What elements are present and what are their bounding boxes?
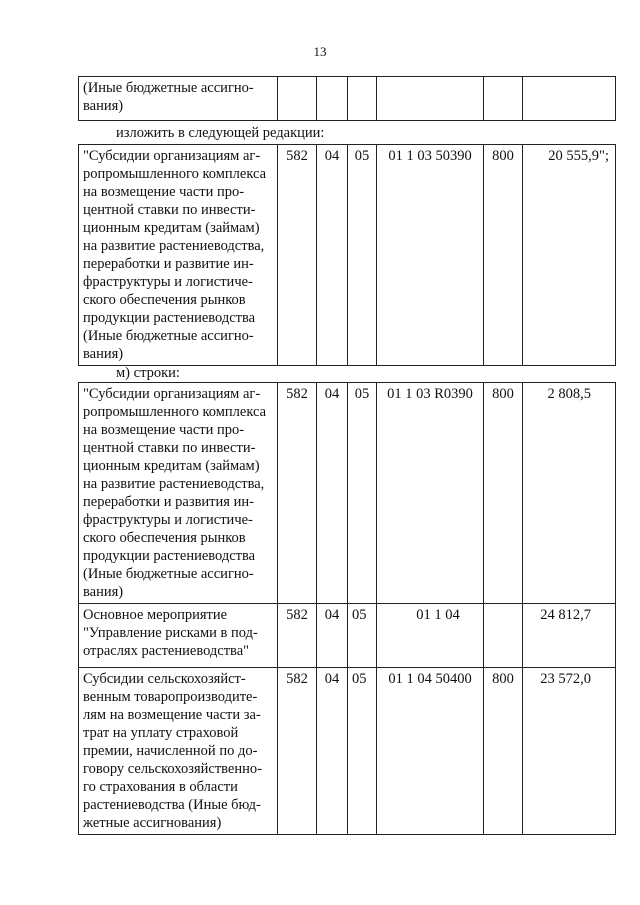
ministry-cell: 582 [278,145,317,366]
section-cell: 04 [317,604,348,668]
expense-type-cell: 800 [484,383,523,604]
amount-cell [523,77,616,121]
expense-type-cell: 800 [484,668,523,835]
section-cell: 04 [317,145,348,366]
instruction-text: изложить в следующей редакции: [116,125,325,141]
expense-type-cell [484,604,523,668]
table-row [79,145,616,366]
ministry-cell: 582 [278,668,317,835]
target-article-cell: 01 1 03 50390 [377,145,484,366]
subsection-cell [348,77,377,121]
subsection-cell: 05 [348,145,377,366]
budget-table-new-edition [78,144,616,366]
section-cell [317,77,348,121]
table-row [79,668,616,835]
subsection-cell: 05 [348,383,377,604]
table-row [79,604,616,668]
section-cell: 04 [317,668,348,835]
instruction-text: м) строки: [116,365,180,381]
row-description: "Субсидии организациям аг- ропромышленного комплекса на возмещение части про- центной ставки по инвести- ционным кредитам (займам) на развитие растениеводства, переработки и развитие ин- фраструктуры и логистиче- ского обеспечения рынков продукции растениеводства (Иные бюджетные ассигно- вания) [79,145,278,366]
target-article-cell [377,77,484,121]
amount-cell: 24 812,7 [523,604,616,668]
page-number: 13 [313,44,327,59]
section-cell: 04 [317,383,348,604]
target-article-cell: 01 1 04 50400 [377,668,484,835]
ministry-cell: 582 [278,604,317,668]
subsection-cell: 05 [348,604,377,668]
table-row [79,77,616,121]
budget-table-rows [78,382,616,835]
row-description: Субсидии сельскохозяйст- венным товаропроизводите- лям на возмещение части за- трат на уплату страховой премии, начисленной по до- говору сельскохозяйственно- го страхования в области растениеводства (Иные бюд- жетные ассигнования) [79,668,278,835]
row-description: "Субсидии организациям аг- ропромышленного комплекса на возмещение части про- центной ставки по инвести- ционным кредитам (займам) на развитие растениеводства, переработки и развития ин- фраструктуры и логистиче- ского обеспечения рынков продукции растениеводства (Иные бюджетные ассигно- вания) [79,383,278,604]
table-row [79,383,616,604]
amount-cell: 23 572,0 [523,668,616,835]
row-description: (Иные бюджетные ассигно- вания) [79,77,278,121]
expense-type-cell: 800 [484,145,523,366]
amount-cell: 2 808,5 [523,383,616,604]
target-article-cell: 01 1 04 [377,604,484,668]
target-article-cell: 01 1 03 R0390 [377,383,484,604]
row-description: Основное мероприятие "Управление рисками в под- отраслях растениеводства" [79,604,278,668]
amount-cell: 20 555,9"; [523,145,616,366]
expense-type-cell [484,77,523,121]
budget-table-fragment [78,76,616,121]
subsection-cell: 05 [348,668,377,835]
ministry-cell [278,77,317,121]
ministry-cell: 582 [278,383,317,604]
